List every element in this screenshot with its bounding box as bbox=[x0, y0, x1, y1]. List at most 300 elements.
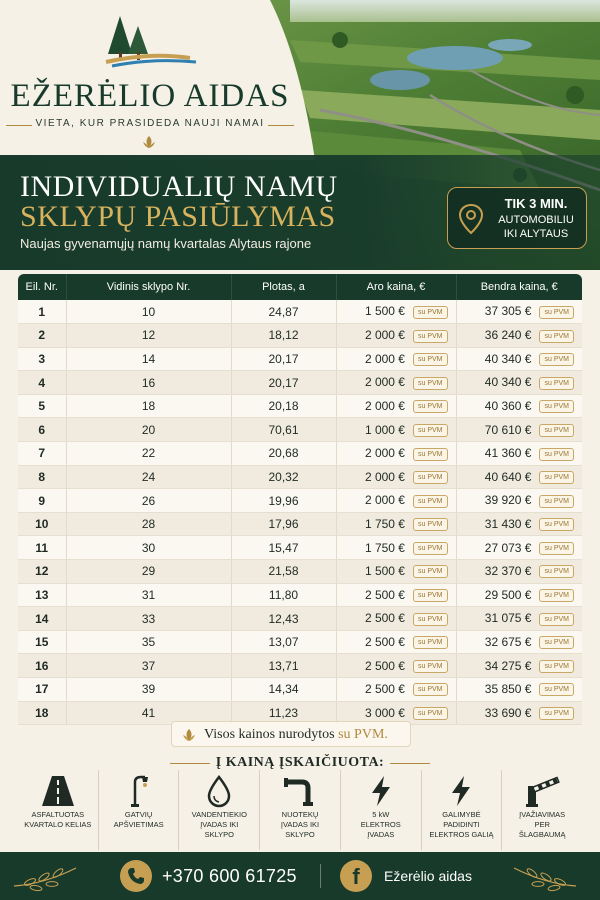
cell-area-value: 20,17 bbox=[268, 351, 299, 366]
offer-title-line2: SKLYPŲ PASIŪLYMAS bbox=[20, 200, 336, 233]
vat-note-text bbox=[204, 727, 388, 743]
cell-plot-number bbox=[66, 300, 231, 324]
cell-nr bbox=[18, 489, 66, 513]
cell-plot-number bbox=[66, 442, 231, 466]
cell-area-value: 11,80 bbox=[268, 587, 299, 602]
cell-plot-number-value: 41 bbox=[141, 705, 156, 720]
cell-plot-number bbox=[66, 654, 231, 678]
leaf-icon bbox=[182, 728, 196, 742]
cell-plot-number-value: 22 bbox=[141, 446, 156, 461]
cell-total-price bbox=[456, 418, 582, 442]
cell-area bbox=[231, 371, 336, 395]
cell-nr-value: 4 bbox=[38, 375, 46, 390]
cell-area-value: 20,17 bbox=[268, 375, 299, 390]
vat-tag: su PVM bbox=[539, 683, 574, 696]
facebook-icon: f bbox=[352, 864, 360, 889]
cell-are-price bbox=[336, 607, 456, 631]
plots-price-table bbox=[18, 274, 582, 725]
cell-are-price-value: 2 500 € bbox=[364, 658, 405, 673]
cell-are-price bbox=[336, 347, 456, 371]
vat-tag: su PVM bbox=[413, 330, 448, 343]
cell-total-price-value: 34 275 € bbox=[484, 658, 532, 673]
cell-plot-number-value: 35 bbox=[141, 635, 156, 650]
vat-tag: su PVM bbox=[413, 495, 448, 508]
phone-number[interactable]: +370 600 61725 bbox=[162, 866, 297, 886]
cell-total-price-value: 29 500 € bbox=[484, 587, 532, 602]
cell-plot-number bbox=[66, 324, 231, 348]
cell-nr bbox=[18, 418, 66, 442]
cell-area-value: 12,43 bbox=[268, 611, 299, 626]
cell-plot-number-value: 39 bbox=[141, 682, 156, 697]
cell-nr-value: 10 bbox=[35, 517, 49, 532]
cell-total-price bbox=[456, 324, 582, 348]
cell-are-price bbox=[336, 654, 456, 678]
column-header-plot: Vidinis sklypo Nr. bbox=[66, 274, 231, 300]
table-row bbox=[18, 418, 582, 442]
feature-label-line1: NUOTEKŲ bbox=[281, 810, 319, 819]
cell-total-price-value: 32 370 € bbox=[484, 564, 532, 579]
vat-note-main: Visos kainos nurodytos bbox=[204, 727, 339, 742]
cell-nr-value: 2 bbox=[38, 328, 46, 343]
cell-are-price-value: 1 000 € bbox=[364, 422, 405, 437]
feature-label-line2: ĮVADAS IKI bbox=[280, 820, 320, 829]
table-row bbox=[18, 300, 582, 324]
cell-area-value: 11,23 bbox=[268, 705, 299, 720]
feature-label-line1: 5 kW bbox=[372, 810, 390, 819]
cell-total-price-value: 40 360 € bbox=[484, 399, 532, 413]
cell-nr-value: 3 bbox=[38, 351, 46, 366]
cell-plot-number bbox=[66, 465, 231, 489]
table-row bbox=[18, 442, 582, 466]
cell-are-price-value: 1 750 € bbox=[364, 516, 405, 531]
cell-area-value: 18,12 bbox=[268, 328, 299, 343]
cell-are-price-value: 2 500 € bbox=[364, 634, 405, 649]
vat-tag: su PVM bbox=[539, 353, 574, 366]
vat-tag: su PVM bbox=[413, 565, 448, 578]
cell-total-price-value: 40 340 € bbox=[484, 375, 532, 390]
cell-total-price-value: 31 430 € bbox=[484, 516, 532, 531]
vat-tag: su PVM bbox=[539, 424, 574, 437]
cell-plot-number-value: 20 bbox=[141, 422, 156, 437]
cell-nr bbox=[18, 442, 66, 466]
cell-total-price bbox=[456, 583, 582, 607]
cell-nr bbox=[18, 512, 66, 536]
badge-mode: AUTOMOBILIU bbox=[498, 214, 574, 226]
badge-destination: IKI ALYTAUS bbox=[503, 228, 569, 240]
cell-are-price bbox=[336, 583, 456, 607]
vat-tag: su PVM bbox=[539, 542, 574, 555]
cell-nr-value: 9 bbox=[38, 493, 46, 508]
cell-area bbox=[231, 324, 336, 348]
cell-are-price-value: 2 500 € bbox=[364, 587, 405, 602]
cell-nr bbox=[18, 607, 66, 631]
cell-total-price bbox=[456, 371, 582, 395]
cell-nr-value: 6 bbox=[38, 422, 46, 437]
cell-are-price-value: 2 000 € bbox=[364, 351, 405, 366]
vat-tag: su PVM bbox=[539, 518, 574, 531]
facebook-page-name[interactable]: Ežerėlio aidas bbox=[384, 868, 472, 884]
cell-plot-number-value: 33 bbox=[141, 611, 156, 626]
cell-are-price bbox=[336, 678, 456, 702]
cell-total-price-value: 41 360 € bbox=[484, 446, 532, 461]
cell-are-price bbox=[336, 324, 456, 348]
cell-nr bbox=[18, 630, 66, 654]
cell-nr bbox=[18, 394, 66, 418]
right-olive-branch-icon bbox=[510, 860, 580, 892]
cell-nr-value: 18 bbox=[35, 705, 49, 720]
distance-badge bbox=[447, 187, 587, 249]
feature-label-line1: ASFALTUOTAS bbox=[31, 810, 85, 819]
feature-label bbox=[99, 810, 179, 830]
cell-plot-number-value: 28 bbox=[141, 517, 156, 532]
cell-plot-number-value: 29 bbox=[141, 564, 156, 579]
table-row bbox=[18, 489, 582, 513]
cell-are-price-value: 2 500 € bbox=[364, 611, 405, 626]
cell-are-price bbox=[336, 489, 456, 513]
cell-are-price bbox=[336, 418, 456, 442]
cell-are-price-value: 2 000 € bbox=[364, 493, 405, 508]
cell-total-price-value: 33 690 € bbox=[484, 705, 532, 720]
cell-plot-number-value: 14 bbox=[141, 351, 156, 366]
vat-tag: su PVM bbox=[539, 471, 574, 484]
vat-tag: su PVM bbox=[413, 589, 448, 602]
tagline-right-line bbox=[268, 125, 294, 126]
cell-are-price bbox=[336, 442, 456, 466]
feature-label bbox=[422, 810, 502, 840]
cell-plot-number bbox=[66, 630, 231, 654]
included-title: Į KAINĄ ĮSKAIČIUOTA: bbox=[215, 755, 385, 770]
vat-tag: su PVM bbox=[413, 448, 448, 461]
cell-area bbox=[231, 654, 336, 678]
street-lamp-icon bbox=[121, 774, 157, 808]
cell-nr bbox=[18, 583, 66, 607]
cell-nr bbox=[18, 536, 66, 560]
cell-nr-value: 15 bbox=[35, 635, 49, 650]
feature-label-line3: ĮVADAS bbox=[367, 830, 395, 839]
cell-plot-number-value: 10 bbox=[141, 304, 156, 319]
feature-label-line1: VANDENTIEKIO bbox=[191, 810, 247, 819]
cell-total-price-value: 37 305 € bbox=[484, 304, 532, 319]
feature-label-line1: ĮVAŽIAVIMAS bbox=[519, 810, 566, 819]
cell-nr-value: 8 bbox=[38, 469, 46, 484]
feature-label bbox=[341, 810, 421, 840]
feature-label-line3: SKLYPO bbox=[204, 830, 235, 839]
cell-total-price-value: 27 073 € bbox=[484, 540, 532, 555]
cell-nr-value: 11 bbox=[35, 540, 49, 555]
vat-tag: su PVM bbox=[539, 636, 574, 649]
cell-total-price bbox=[456, 560, 582, 584]
table-row bbox=[18, 347, 582, 371]
cell-area bbox=[231, 536, 336, 560]
cell-plot-number-value: 30 bbox=[141, 540, 156, 555]
feature-barrier-entrance bbox=[501, 770, 582, 850]
offer-title-line1: INDIVIDUALIŲ NAMŲ bbox=[20, 170, 338, 203]
cell-area bbox=[231, 300, 336, 324]
cell-total-price-value: 31 075 € bbox=[484, 611, 532, 626]
vat-tag: su PVM bbox=[413, 518, 448, 531]
table-row bbox=[18, 607, 582, 631]
cell-area bbox=[231, 678, 336, 702]
included-features bbox=[18, 770, 582, 850]
feature-label-line2: KVARTALO KELIAS bbox=[24, 820, 92, 829]
cell-nr bbox=[18, 324, 66, 348]
cell-plot-number bbox=[66, 512, 231, 536]
table-header-row bbox=[18, 274, 582, 300]
cell-area-value: 19,96 bbox=[268, 493, 299, 508]
cell-area bbox=[231, 394, 336, 418]
cell-total-price-value: 32 675 € bbox=[484, 634, 532, 649]
plots-table-wrapper bbox=[18, 274, 582, 725]
cell-are-price-value: 2 000 € bbox=[364, 469, 405, 484]
cell-are-price-value: 1 500 € bbox=[364, 564, 405, 579]
vat-tag: su PVM bbox=[413, 707, 448, 720]
cell-nr-value: 13 bbox=[35, 587, 49, 602]
cell-nr-value: 7 bbox=[38, 446, 46, 461]
table-row bbox=[18, 583, 582, 607]
cell-area-value: 70,61 bbox=[268, 422, 299, 437]
cell-are-price bbox=[336, 371, 456, 395]
barrier-gate-icon bbox=[524, 774, 560, 808]
cell-area bbox=[231, 347, 336, 371]
table-row bbox=[18, 465, 582, 489]
badge-time: TIK 3 MIN. bbox=[504, 196, 568, 211]
vat-tag: su PVM bbox=[413, 683, 448, 696]
feature-label-line2: ELEKTROS bbox=[360, 820, 401, 829]
feature-power-increase bbox=[421, 770, 502, 850]
cell-area bbox=[231, 630, 336, 654]
cell-area bbox=[231, 583, 336, 607]
cell-total-price bbox=[456, 442, 582, 466]
feature-label-line2: PER bbox=[534, 820, 550, 829]
feature-street-lighting bbox=[98, 770, 179, 850]
cell-plot-number bbox=[66, 678, 231, 702]
cell-plot-number-value: 31 bbox=[141, 587, 156, 602]
cell-nr-value: 14 bbox=[35, 611, 49, 626]
cell-plot-number bbox=[66, 489, 231, 513]
footer-divider bbox=[320, 864, 321, 888]
cell-nr bbox=[18, 347, 66, 371]
vat-tag: su PVM bbox=[413, 471, 448, 484]
vat-tag: su PVM bbox=[413, 377, 448, 390]
feature-label bbox=[502, 810, 582, 840]
cell-are-price-value: 2 000 € bbox=[364, 328, 405, 343]
cell-total-price-value: 35 850 € bbox=[484, 682, 532, 697]
vat-tag: su PVM bbox=[539, 660, 574, 673]
vat-tag: su PVM bbox=[413, 400, 448, 413]
cell-are-price-value: 3 000 € bbox=[364, 705, 405, 720]
offer-subtitle: Naujas gyvenamųjų namų kvartalas Alytaus rajone bbox=[20, 236, 312, 251]
cell-are-price-value: 1 750 € bbox=[364, 540, 405, 555]
cell-total-price bbox=[456, 512, 582, 536]
feature-label-line3: ELEKTROS GALIĄ bbox=[429, 830, 494, 839]
contact-footer bbox=[0, 852, 600, 900]
table-row bbox=[18, 678, 582, 702]
vat-tag: su PVM bbox=[539, 400, 574, 413]
cell-area bbox=[231, 560, 336, 584]
feature-label-line2: PADIDINTI bbox=[443, 820, 480, 829]
cell-plot-number-value: 37 bbox=[141, 658, 156, 673]
brand-tagline: VIETA, KUR PRASIDEDA NAUJI NAMAI bbox=[35, 118, 265, 129]
cell-are-price-value: 1 500 € bbox=[364, 304, 405, 319]
table-row bbox=[18, 324, 582, 348]
vat-note-accent: su PVM. bbox=[338, 727, 388, 742]
column-header-are-price: Aro kaina, € bbox=[336, 274, 456, 300]
cell-total-price bbox=[456, 394, 582, 418]
cell-area bbox=[231, 489, 336, 513]
cell-total-price bbox=[456, 654, 582, 678]
cell-total-price-value: 70 610 € bbox=[484, 422, 532, 437]
table-row bbox=[18, 394, 582, 418]
cell-are-price bbox=[336, 560, 456, 584]
sewer-pipe-icon bbox=[282, 774, 318, 808]
cell-nr-value: 16 bbox=[35, 658, 49, 673]
column-header-area: Plotas, a bbox=[231, 274, 336, 300]
cell-plot-number-value: 12 bbox=[141, 328, 156, 343]
cell-plot-number-value: 16 bbox=[141, 375, 156, 390]
vat-tag: su PVM bbox=[413, 636, 448, 649]
cell-plot-number-value: 24 bbox=[141, 469, 156, 484]
water-drop-icon bbox=[201, 774, 237, 808]
trees-lake-logo-icon bbox=[100, 12, 210, 72]
cell-are-price-value: 2 000 € bbox=[364, 446, 405, 461]
cell-plot-number-value: 18 bbox=[141, 399, 156, 414]
vat-tag: su PVM bbox=[413, 542, 448, 555]
cell-plot-number bbox=[66, 583, 231, 607]
cell-nr bbox=[18, 560, 66, 584]
table-row bbox=[18, 654, 582, 678]
vat-note bbox=[171, 721, 411, 747]
cell-are-price bbox=[336, 465, 456, 489]
cell-nr bbox=[18, 678, 66, 702]
facebook-button[interactable] bbox=[340, 860, 372, 892]
cell-nr bbox=[18, 465, 66, 489]
lightning-icon bbox=[363, 774, 399, 808]
cell-are-price bbox=[336, 536, 456, 560]
feature-label bbox=[18, 810, 98, 830]
cell-area-value: 13,07 bbox=[268, 635, 299, 650]
cell-total-price-value: 40 640 € bbox=[484, 469, 532, 484]
vat-tag: su PVM bbox=[539, 495, 574, 508]
cell-area-value: 20,68 bbox=[268, 446, 299, 461]
cell-nr bbox=[18, 300, 66, 324]
included-right-line bbox=[390, 763, 430, 764]
cell-area-value: 17,96 bbox=[268, 517, 299, 532]
cell-area-value: 13,71 bbox=[268, 658, 299, 673]
cell-plot-number bbox=[66, 371, 231, 395]
vat-tag: su PVM bbox=[539, 448, 574, 461]
feature-label-line3: SKLYPO bbox=[285, 830, 315, 839]
feature-water-supply bbox=[178, 770, 259, 850]
cell-total-price-value: 40 340 € bbox=[484, 351, 532, 366]
cell-nr bbox=[18, 371, 66, 395]
cell-total-price-value: 36 240 € bbox=[484, 328, 532, 343]
vat-tag: su PVM bbox=[539, 707, 574, 720]
cell-are-price bbox=[336, 512, 456, 536]
feature-label-line1: GALIMYBĖ bbox=[442, 810, 481, 819]
feature-asphalt-road bbox=[18, 770, 98, 850]
cell-total-price bbox=[456, 607, 582, 631]
location-pin-icon bbox=[456, 202, 486, 236]
cell-area-value: 20,18 bbox=[268, 399, 299, 414]
cell-are-price-value: 2 500 € bbox=[364, 682, 405, 697]
feature-electricity-5kw bbox=[340, 770, 421, 850]
cell-total-price bbox=[456, 536, 582, 560]
phone-icon bbox=[127, 867, 145, 885]
cell-total-price bbox=[456, 347, 582, 371]
cell-nr-value: 1 bbox=[38, 304, 46, 319]
road-icon bbox=[40, 774, 76, 808]
vat-tag: su PVM bbox=[413, 424, 448, 437]
cell-are-price bbox=[336, 394, 456, 418]
cell-area-value: 21,58 bbox=[268, 564, 299, 579]
cell-are-price-value: 2 000 € bbox=[364, 399, 405, 413]
cell-total-price bbox=[456, 678, 582, 702]
table-row bbox=[18, 371, 582, 395]
vat-tag: su PVM bbox=[413, 660, 448, 673]
phone-button[interactable] bbox=[120, 860, 152, 892]
cell-nr-value: 5 bbox=[38, 399, 46, 414]
cell-area bbox=[231, 418, 336, 442]
cell-plot-number-value: 26 bbox=[141, 493, 156, 508]
vat-tag: su PVM bbox=[539, 377, 574, 390]
feature-label-line3: ŠLAGBAUMĄ bbox=[518, 830, 566, 839]
vat-tag: su PVM bbox=[539, 589, 574, 602]
feature-label-line2: APŠVIETIMAS bbox=[113, 820, 164, 829]
cell-are-price-value: 2 000 € bbox=[364, 375, 405, 390]
cell-total-price bbox=[456, 489, 582, 513]
vat-tag: su PVM bbox=[413, 613, 448, 626]
feature-label-line2: ĮVADAS IKI bbox=[200, 820, 239, 829]
vat-tag: su PVM bbox=[413, 306, 448, 319]
cell-area-value: 24,87 bbox=[268, 304, 299, 319]
vat-tag: su PVM bbox=[539, 565, 574, 578]
cell-are-price bbox=[336, 300, 456, 324]
cell-total-price bbox=[456, 465, 582, 489]
vat-tag: su PVM bbox=[539, 330, 574, 343]
table-body bbox=[18, 300, 582, 725]
cell-total-price bbox=[456, 701, 582, 725]
vat-tag: su PVM bbox=[539, 306, 574, 319]
brand-name: EŽERĖLIO AIDAS bbox=[10, 78, 290, 114]
table-row bbox=[18, 560, 582, 584]
cell-area-value: 20,32 bbox=[268, 469, 299, 484]
cell-nr bbox=[18, 701, 66, 725]
leaf-ornament-icon bbox=[141, 134, 157, 150]
cell-nr-value: 17 bbox=[35, 682, 49, 697]
cell-plot-number bbox=[66, 536, 231, 560]
cell-area bbox=[231, 465, 336, 489]
table-row bbox=[18, 536, 582, 560]
feature-label bbox=[260, 810, 340, 840]
cell-area bbox=[231, 512, 336, 536]
column-header-total-price: Bendra kaina, € bbox=[456, 274, 582, 300]
cell-nr bbox=[18, 654, 66, 678]
cell-area bbox=[231, 607, 336, 631]
power-boost-icon bbox=[443, 774, 479, 808]
cell-total-price bbox=[456, 300, 582, 324]
cell-area-value: 14,34 bbox=[268, 682, 299, 697]
left-olive-branch-icon bbox=[10, 860, 80, 892]
cell-total-price bbox=[456, 630, 582, 654]
feature-label bbox=[179, 810, 259, 840]
cell-plot-number bbox=[66, 560, 231, 584]
column-header-nr: Eil. Nr. bbox=[25, 281, 58, 293]
cell-are-price bbox=[336, 630, 456, 654]
cell-plot-number bbox=[66, 347, 231, 371]
feature-label-line1: GATVIŲ bbox=[124, 810, 153, 819]
cell-area-value: 15,47 bbox=[268, 540, 299, 555]
cell-plot-number bbox=[66, 394, 231, 418]
